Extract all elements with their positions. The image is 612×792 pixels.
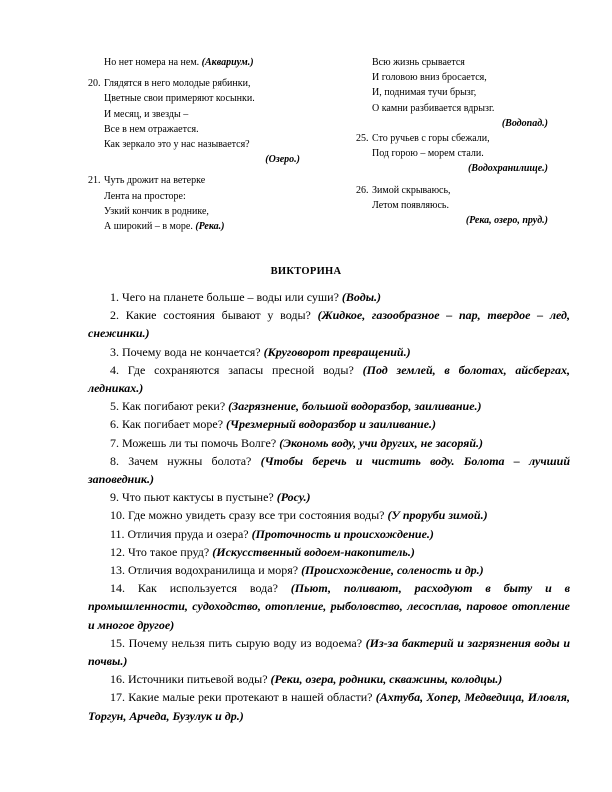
riddle-line <box>356 70 548 85</box>
question-answer: (Экономь воду, учи других, не засоряй.) <box>279 435 484 450</box>
riddle-text: Сто ручьев с горы сбежали, <box>372 133 490 145</box>
question-answer: (У проруби зимой.) <box>387 508 488 523</box>
question-text: 13. Отличия водохранилища и моря? <box>110 563 302 578</box>
riddle-line <box>88 91 300 106</box>
riddle-text: И месяц, и звезды – <box>104 108 189 120</box>
riddle-text: И головою вниз бросается, <box>372 72 487 84</box>
riddle-number: 26. <box>356 184 369 196</box>
question-answer: (Искусственный водоем-накопитель.) <box>212 544 415 559</box>
question-text: 9. Что пьют кактусы в пустыне? <box>110 490 277 505</box>
riddle-text: Но нет номера на нем. <box>104 57 202 68</box>
riddle-text: Всю жизнь срывается <box>372 57 465 68</box>
riddle-number: 25. <box>356 133 369 145</box>
riddle-line <box>356 131 548 146</box>
quiz-question <box>88 415 570 433</box>
riddle-number: 20. <box>88 78 101 90</box>
question-text: 10. Где можно увидеть сразу все три состояния воды? <box>110 508 388 523</box>
riddle-line <box>356 101 548 116</box>
riddle-text: Как зеркало это у нас называется? <box>104 139 250 151</box>
quiz-question <box>88 561 570 579</box>
question-answer: (Загрязнение, большой водоразбор, заиливание.) <box>228 399 482 414</box>
riddle-line <box>88 189 300 204</box>
quiz-list <box>88 288 570 725</box>
question-text: 12. Что такое пруд? <box>110 544 213 559</box>
riddle-answer: (Река, озеро, пруд.) <box>465 215 548 227</box>
question-answer: (Из-за бактерий и загрязнения воды и почвы.) <box>88 635 570 669</box>
riddle-text: Под горою – морем стали. <box>372 148 484 160</box>
riddle-line <box>356 55 548 70</box>
quiz-question <box>88 361 570 397</box>
riddle-answer: (Аквариум.) <box>201 57 254 68</box>
question-answer: (Под землей, в болотах, айсбергах, ледниках.) <box>88 362 570 396</box>
riddle-text: А широкий – в море. <box>104 221 196 233</box>
question-answer: (Чрезмерный водоразбор и заиливание.) <box>226 417 437 432</box>
quiz-question <box>88 306 570 342</box>
question-text: 7. Можешь ли ты помочь Волге? <box>110 435 280 450</box>
question-text: 3. Почему вода не кончается? <box>110 344 264 359</box>
riddle-answer: (Водопад.) <box>501 117 548 129</box>
riddle-text: Узкий кончик в роднике, <box>104 205 209 217</box>
question-answer: (Жидкое, газообразное – пар, твердое – лед, снежинки.) <box>88 308 570 341</box>
riddle-line <box>88 173 300 188</box>
riddle-text: Зимой скрываюсь, <box>372 184 451 196</box>
question-answer: (Проточность и происхождение.) <box>251 526 434 541</box>
question-text: 8. Зачем нужны болота? <box>110 453 261 468</box>
question-answer: (Ахтуба, Хопер, Медведица, Иловля, Торгун, Арчеда, Бузулук и др.) <box>88 690 570 723</box>
riddle-text: Чуть дрожит на ветерке <box>104 175 206 187</box>
riddle-line <box>88 107 300 122</box>
riddle-line <box>88 55 300 70</box>
question-answer: (Воды.) <box>341 290 382 304</box>
question-answer: (Пьют, поливают, расходуют в быту и в промышленности, судоходство, отопление, рыболовство, лесосплав, паровое отопление и многое другое) <box>88 581 570 632</box>
question-answer: (Круговорот превращений.) <box>263 344 411 359</box>
riddle-answer: (Река.) <box>195 221 225 233</box>
question-answer: (Чтобы беречь и чистить воду. Болота – лучший заповедник.) <box>88 453 570 487</box>
riddle-text: Все в нем отражается. <box>104 123 199 135</box>
quiz-title: ВИКТОРИНА <box>270 266 342 277</box>
riddle-text: Глядятся в него молодые рябинки, <box>104 78 251 90</box>
quiz-question <box>88 634 570 670</box>
question-text: 5. Как погибают реки? <box>110 399 229 414</box>
question-answer: (Происхождение, соленость и др.) <box>301 563 484 578</box>
riddle-answer: (Водохранилище.) <box>467 163 548 175</box>
question-text: 15. Почему нельзя пить сырую воду из водоема? <box>110 635 366 650</box>
question-text: 14. Как используется вода? <box>110 581 291 596</box>
riddle-text: Цветные свои примеряют косынки. <box>104 93 255 105</box>
quiz-question <box>88 288 570 306</box>
riddle-text: Летом появляюсь. <box>372 199 449 211</box>
quiz-question <box>88 506 570 524</box>
riddle-answer: (Озеро.) <box>265 154 300 166</box>
riddle-number: 21. <box>88 175 101 187</box>
riddle-line <box>356 85 548 100</box>
question-text: 1. Чего на планете больше – воды или суши? <box>110 290 342 304</box>
question-text: 11. Отличия пруда и озера? <box>110 526 252 541</box>
quiz-question <box>88 343 570 361</box>
question-text: 2. Какие состояния бывают у воды? <box>110 308 318 323</box>
quiz-question <box>88 488 570 506</box>
question-answer: (Росу.) <box>276 490 311 505</box>
question-text: 6. Как погибает море? <box>110 417 227 432</box>
quiz-question <box>88 434 570 452</box>
question-text: 17. Какие малые реки протекают в нашей области? <box>110 690 376 705</box>
riddle-text: Лента на просторе: <box>104 190 186 202</box>
riddle-text: И, поднимая тучи брызг, <box>372 87 477 99</box>
riddles-right-column <box>356 55 548 228</box>
riddle-line <box>88 219 300 234</box>
riddle-line <box>88 122 300 137</box>
riddle-text: О камни разбивается вдрызг. <box>372 102 495 114</box>
riddle-line <box>88 137 300 152</box>
riddle-line <box>356 146 548 161</box>
quiz-question <box>88 452 570 488</box>
quiz-question <box>88 670 570 688</box>
riddle-line <box>88 76 300 91</box>
quiz-question <box>88 688 570 724</box>
riddle-line <box>356 198 548 213</box>
quiz-question <box>88 543 570 561</box>
question-text: 4. Где сохраняются запасы пресной воды? <box>110 362 363 377</box>
riddle-line <box>88 204 300 219</box>
question-answer: (Реки, озера, родники, скважины, колодцы.) <box>270 672 503 687</box>
riddles-left-column <box>88 55 300 234</box>
riddle-line <box>356 183 548 198</box>
question-text: 16. Источники питьевой воды? <box>110 672 271 687</box>
quiz-question <box>88 525 570 543</box>
quiz-question <box>88 579 570 634</box>
quiz-question <box>88 397 570 415</box>
